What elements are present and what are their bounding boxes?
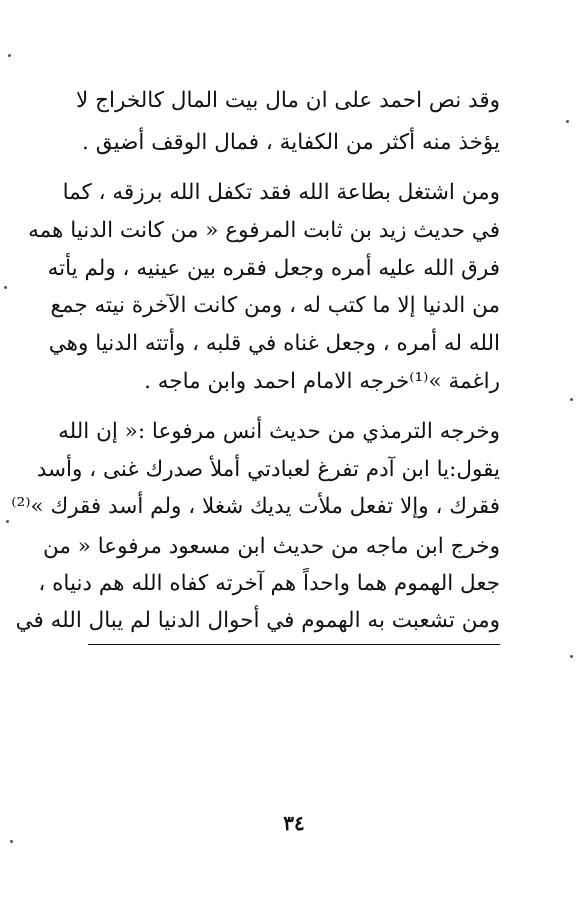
scan-speck [10,840,13,843]
body-line: وخرجه الترمذي من حديث أنس مرفوعا :« إن الله [58,419,500,444]
body-line: وخرج ابن ماجه من حديث ابن مسعود مرفوعا « من [43,534,500,559]
scan-speck [570,398,573,401]
body-line: ومن اشتغل بطاعة الله فقد تكفل الله برزقه ، كما [62,180,500,205]
body-line: من الدنيا إلا ما كتب له ، ومن كانت الآخرة نيته جمع [50,293,500,318]
body-line: الله له أمره ، وجعل غناه في قلبه ، وأتته الدنيا وهي [48,331,500,356]
body-line: فقرك ، وإلا تفعل ملأت يديك شغلا ، ولم أسد فقرك »⁽²⁾ [11,494,500,519]
scan-speck [570,655,573,658]
body-line: جعل الهموم هما واحداً هم آخرته كفاه الله هم دنياه ، [38,571,500,596]
scan-speck [6,520,9,523]
body-line: فرق الله عليه أمره وجعل فقره بين عينيه ، ولم يأته [47,256,500,281]
body-line: يؤخذ منه أكثر من الكفاية ، فمال الوقف أضيق . [82,130,500,155]
body-line: وقد نص احمد على ان مال بيت المال كالخراج لا [76,88,500,113]
body-line: في حديث زيد بن ثابت المرفوع « من كانت الدنيا همه [28,218,500,243]
page-number: ٣٤ [283,811,305,835]
body-line: يقول:يا ابن آدم تفرغ لعبادتي أملأ صدرك غنى ، وأسد [36,457,500,482]
body-line: ومن تشعبت به الهموم في أحوال الدنيا لم يبال الله في [15,608,500,633]
body-line: راغمة »⁽¹⁾خرجه الامام احمد وابن ماجه . [144,369,500,394]
scan-speck [8,54,11,57]
scan-speck [566,120,569,123]
scan-speck [4,286,7,289]
footnote-separator [88,644,500,645]
